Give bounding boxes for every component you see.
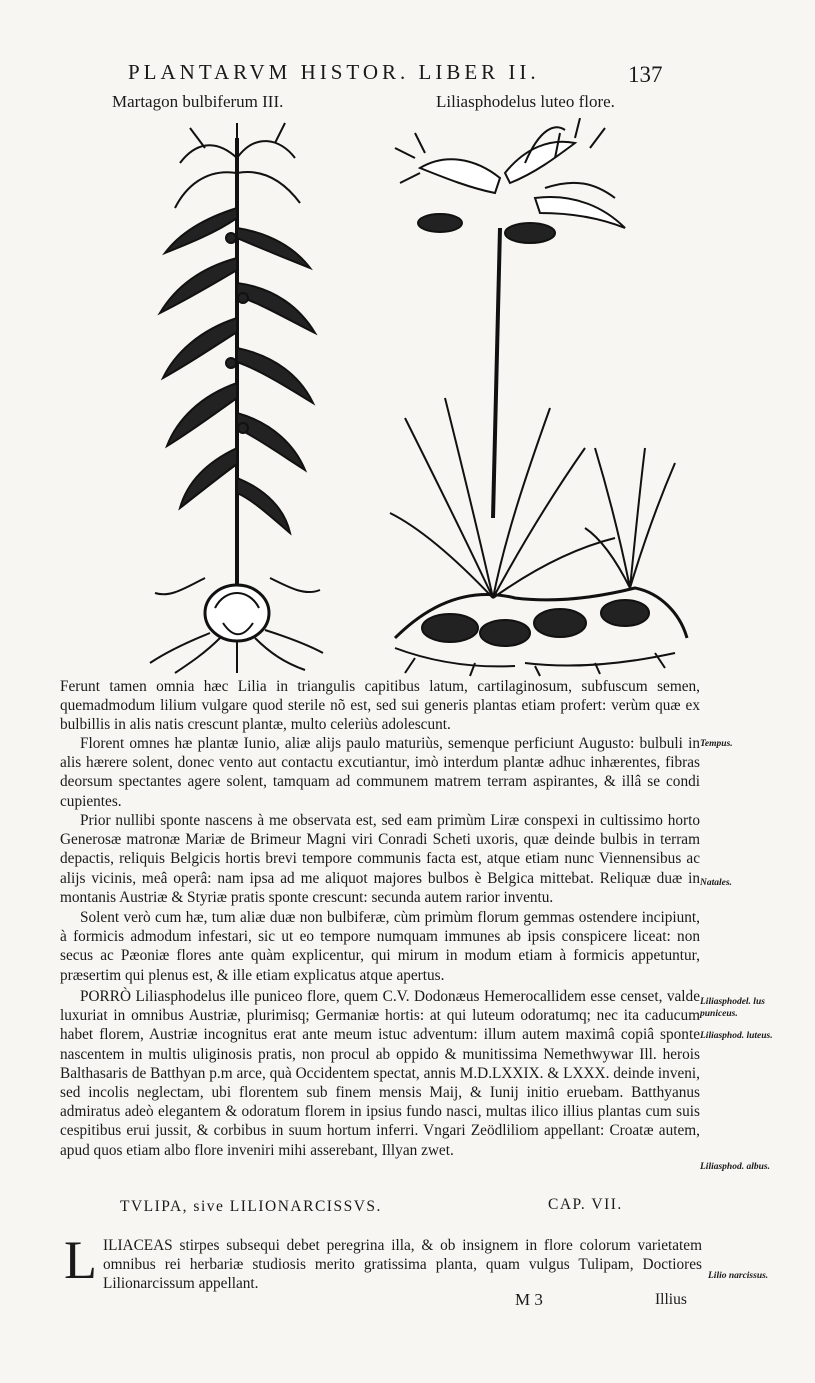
page-number: 137 bbox=[628, 62, 663, 87]
chapter-paragraph bbox=[64, 1230, 702, 1294]
signature-mark: M 3 bbox=[515, 1290, 543, 1309]
drop-cap-initial: L bbox=[64, 1230, 97, 1290]
margin-note-natales: Natales. bbox=[700, 878, 732, 888]
paragraph-1 bbox=[60, 677, 700, 735]
catchword: Illius bbox=[655, 1291, 687, 1308]
paragraph-2 bbox=[60, 734, 700, 811]
paragraph-2-text: Florent omnes hæ plantæ Iunio, aliæ alijs paulo maturiùs, semenque perficiunt Augusto: bulbuli in alis hærere solent, donec vento aut contactu excutiantur, imò interdum plantæ adhuc inhærentes, fibras deorsum spectantes agere solent, tamquam ad communem matrem terram aspirantes, & illâ se condi cupientes. bbox=[60, 735, 700, 810]
margin-note-puniceus: Liliasphodel. lus puniceus. bbox=[700, 997, 765, 1019]
chapter-paragraph-text: ILIACEAS stirpes subsequi debet peregrina illa, & ob insignem in flore colorum varietatem omnibus rei herbariæ studiosis merito gratissima planta, quam vulgus Tulipam, Doctiores Lilionarcissum appellant. bbox=[103, 1237, 702, 1293]
margin-note-albus: Liliasphod. albus. bbox=[700, 1162, 770, 1172]
paragraph-5-text: PORRÒ Liliasphodelus ille puniceo flore, quem C.V. Dodonæus Hemerocallidem esse censet, valde luxuriat in omnibus Austriæ, plurimisq; Germaniæ hortis: at qui luteum odoratumq; nec ita caducum habet florem, Austriæ incognitus erat ante meum istuc adventum: illum autem maximâ copiâ sponte nascentem in multis uliginosis pratis, non procul ab oppido & munitissima Nemethwywar Ill. herois Balthasaris de Batthyan p.m arce, quà Occidentem spectat, annis M.D.LXXIX. & LXXX. deinde inveni, sed incolis neglectam, ubi florentem sub finem mensis Maij, & Iunij initio eruebam. Batthyanus admiratus adeò elegantem & odoratum florem in ipsius fundo nasci, multas ilico illius plantas cum suis cespitibus erui jussit, & corbibus in suum hortum inferri. Vngari Zeödliliom appellant: Croatæ autem, apud quos etiam albo flore inveniri mihi asserebant, Illyan zwet. bbox=[60, 988, 700, 1159]
chapter-number: CAP. VII. bbox=[548, 1196, 623, 1213]
martagon-woodcut-illustration bbox=[145, 118, 325, 678]
paragraph-5 bbox=[60, 987, 700, 1160]
paragraph-4 bbox=[60, 908, 700, 985]
left-figure-caption: Martagon bulbiferum III. bbox=[112, 92, 284, 111]
paragraph-1-text: Ferunt tamen omnia hæc Lilia in triangulis capitibus latum, cartilaginosum, subfuscum semen, quemadmodum lilium vulgare quod sterile nõ est, sed sui generis plantas etiam profert: verùm quæ ex bulbillis in alis natis crescunt plantæ, multo celeriùs adolescunt. bbox=[60, 678, 700, 734]
paragraph-4-text: Solent verò cum hæ, tum aliæ duæ non bulbiferæ, cùm primùm florum gemmas ostendere incipiunt, à formicis admodum infestari, sic ut eo tempore numquam immunes ab ipsis conspicere liceat: non secus ac Pæoniæ flores ante quàm explicentur, qui mirum in modum etiam à formicis appetuntur, præsertim qui plenus est, & ille etiam explicatus atque apertus. bbox=[60, 909, 700, 984]
margin-note-tempus: Tempus. bbox=[700, 739, 733, 749]
running-title: PLANTARVM HISTOR. LIBER II. bbox=[128, 60, 540, 84]
right-figure-caption: Liliasphodelus luteo flore. bbox=[436, 92, 615, 111]
liliasphodelus-woodcut-illustration bbox=[375, 118, 690, 678]
paragraph-3 bbox=[60, 811, 700, 907]
chapter-title: TVLIPA, sive LILIONARCISSVS. bbox=[120, 1198, 382, 1215]
margin-note-luteus: Liliasphod. luteus. bbox=[700, 1031, 773, 1041]
paragraph-3-text: Prior nullibi sponte nascens à me observata est, sed eam primùm Liræ conspexi in cultissimo horto Generosæ matronæ Mariæ de Brimeur Magni viri Conradi Scheti uxoris, quæ deinde bulbis in terram depactis, reliquis Belgicis hortis brevi tempore communis facta est, atque etiam nunc Viennensibus ac alijs vicinis, meâ operâ: nam ipsa ad me aliquot majores bulbos è Belgica mittebat. Reliquæ duæ in montanis Austriæ & Styriæ pratis sponte crescunt: secunda autem rarior inventu. bbox=[60, 812, 700, 906]
margin-note-lilionarcissus: Lilio narcissus. bbox=[708, 1271, 769, 1281]
